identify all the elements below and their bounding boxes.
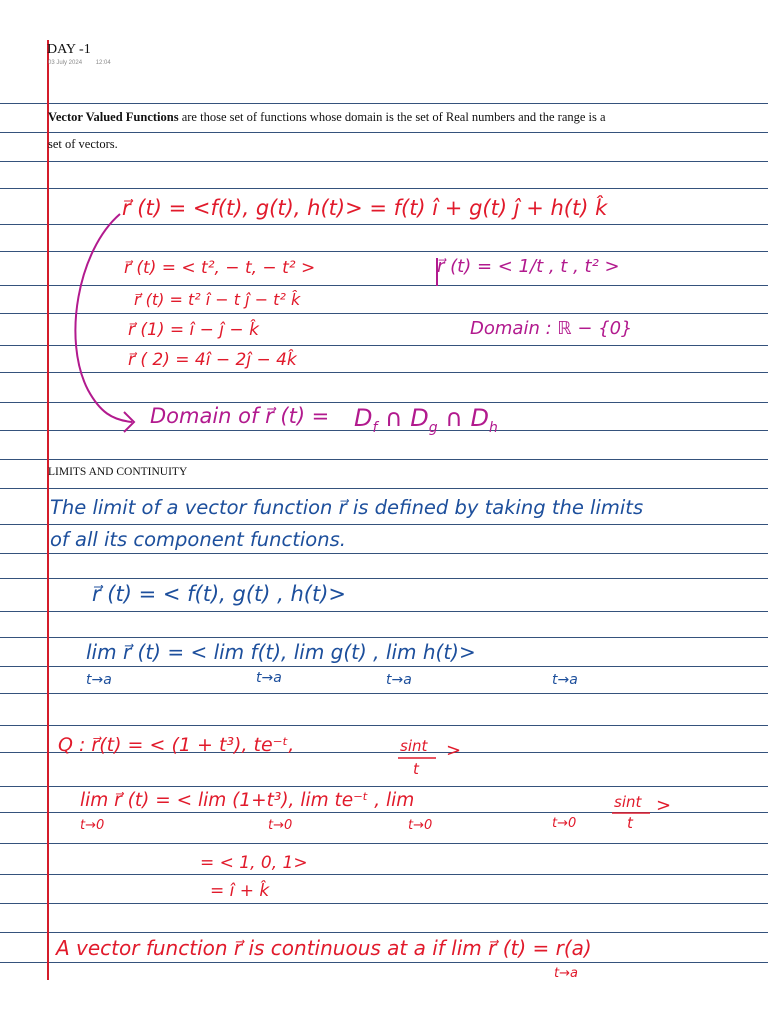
hw-example-limit-frac-den: t xyxy=(627,814,633,832)
definition-continuation: set of vectors. xyxy=(48,137,118,151)
hw-example-result-2: = î + k̂ xyxy=(210,881,270,901)
hw-vector-function: r⃗ (t) = < f(t), g(t) , h(t)> xyxy=(92,582,347,606)
hw-sub-t-to-a-1: t→a xyxy=(86,672,112,688)
definition-term: Vector Valued Functions xyxy=(48,110,179,124)
hw-sub-t-to-a-4: t→a xyxy=(552,672,578,688)
page-title: DAY -1 xyxy=(47,42,91,57)
page-meta xyxy=(48,60,123,66)
hw-sub-t-to-0-3: t→0 xyxy=(408,818,433,833)
hw-limit-formula: lim r⃗ (t) = < lim f(t), lim g(t) , lim h(t)> xyxy=(86,640,476,664)
hw-domain-of: Domain of r⃗ (t) = xyxy=(150,404,330,428)
margin-line xyxy=(47,40,49,980)
hw-example-limit: lim r⃗ (t) = < lim (1+t³), lim te⁻ᵗ , lim xyxy=(80,790,415,811)
hw-limit-definition-2: of all its component functions. xyxy=(50,528,346,551)
hw-sub-t-to-a-continuity: t→a xyxy=(554,966,578,981)
hw-example-frac-num: sint xyxy=(400,737,428,755)
hw-evaluate-at-2: r⃗ ( 2) = 4î − 2ĵ − 4k̂ xyxy=(128,350,297,370)
hw-example-limit-close: > xyxy=(656,795,672,816)
hw-sub-t-to-0-4: t→0 xyxy=(552,816,577,831)
hw-example-vector: r⃗ (t) = < t², − t, − t² > xyxy=(124,258,316,278)
hw-domain-intersection: $D_f$ ∩ $D_g$ ∩ $D_h$ xyxy=(354,404,498,436)
hw-sub-t-to-0-2: t→0 xyxy=(268,818,293,833)
hw-example-limit-frac-num: sint xyxy=(614,793,642,811)
definition-text xyxy=(48,104,748,131)
hw-example-result-1: = < 1, 0, 1> xyxy=(200,853,308,873)
hw-example-close: > xyxy=(446,740,462,761)
page-date: 03 July 2024 xyxy=(48,60,83,66)
hw-sub-t-to-a-3: t→a xyxy=(386,672,412,688)
hw-example-question: Q : r⃗(t) = < (1 + t³), te⁻ᵗ, xyxy=(58,734,295,756)
definition-body: are those set of functions whose domain is the set of Real numbers and the range is a xyxy=(178,110,606,124)
hw-vector-function-def: r⃗ (t) = <f(t), g(t), h(t)> = f(t) î + g(t) ĵ + h(t) k̂ xyxy=(122,196,608,220)
hw-domain-note: Domain : ℝ − {0} xyxy=(470,318,633,339)
hw-limit-definition-1: The limit of a vector function r⃗ is defined by taking the limits xyxy=(50,496,644,519)
hw-sub-t-to-0-1: t→0 xyxy=(80,818,105,833)
section-heading: LIMITS AND CONTINUITY xyxy=(48,466,188,478)
hw-sub-t-to-a-2: t→a xyxy=(256,670,282,686)
page-time: 12:04 xyxy=(95,60,111,66)
hw-example-frac-den: t xyxy=(413,760,419,778)
hw-continuity-definition: A vector function r⃗ is continuous at a if lim r⃗ (t) = r(a) xyxy=(56,936,592,960)
hw-evaluate-at-1: r⃗ (1) = î − ĵ − k̂ xyxy=(128,320,259,340)
hw-example-vector-2: r⃗ (t) = < 1/t , t , t² > xyxy=(437,256,620,277)
hw-component-form: r⃗ (t) = t² î − t ĵ − t² k̂ xyxy=(134,290,301,309)
